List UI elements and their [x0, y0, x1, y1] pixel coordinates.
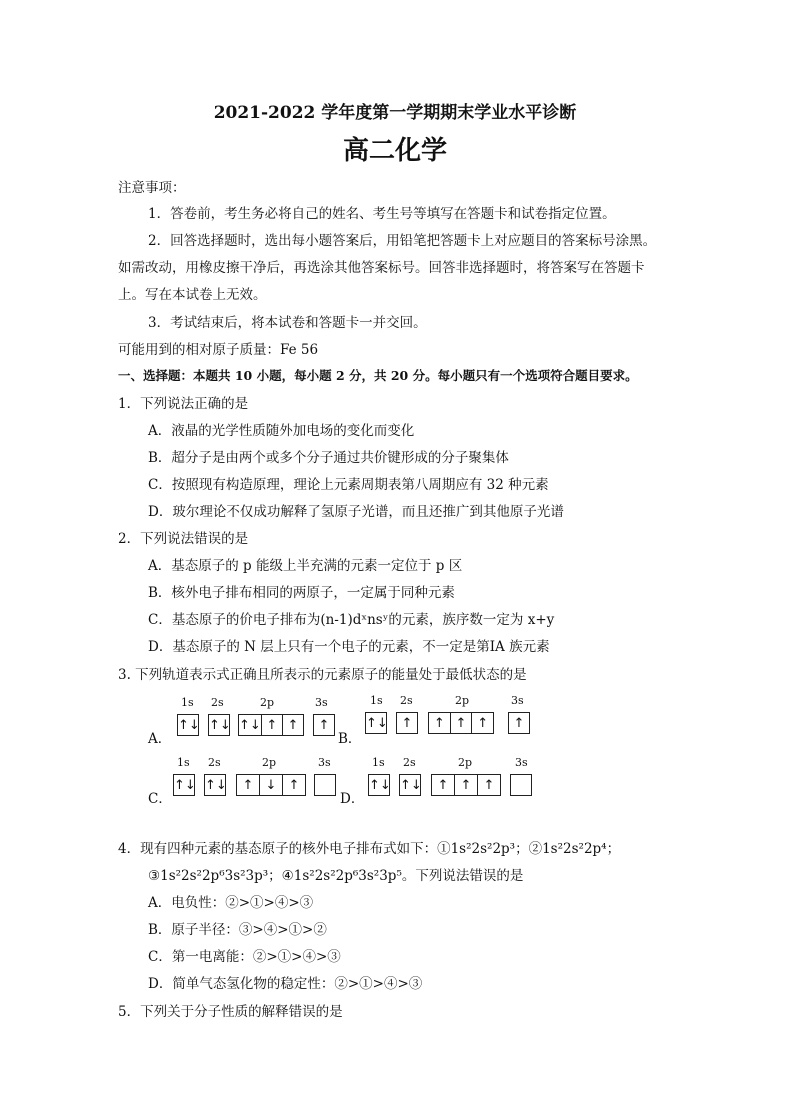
orbital-label-2s: 2s [208, 756, 221, 769]
orbital-label-2s: 2s [400, 694, 413, 707]
atomic-mass: 可能用到的相对原子质量：Fe 56 [118, 342, 319, 358]
q1-stem: 1．下列说法正确的是 [118, 396, 249, 412]
notes-heading: 注意事项： [118, 180, 186, 196]
orbital-d-1s [368, 774, 390, 796]
orbital-label-1s: 1s [177, 756, 190, 769]
note-item-2-line3: 上。写在本试卷上无效。 [118, 287, 267, 303]
q4-option-c: C．第一电离能：②>①>④>③ [148, 949, 341, 965]
q2-stem: 2．下列说法错误的是 [118, 531, 249, 547]
arrow-up-down: ↑↓ [400, 777, 422, 793]
orbital-label-1s: 1s [181, 696, 194, 709]
orbital-a-1s [177, 714, 199, 736]
q3-option-b-label: B． [338, 731, 362, 747]
q4-stem-line2: ③1s²2s²2p⁶3s²3p³；④1s²2s²2p⁶3s²3p⁵。下列说法错误的是 [148, 868, 524, 884]
orbital-label-2p: 2p [262, 756, 277, 769]
arrow-up: ↑ [483, 777, 495, 793]
q4-option-a: A．电负性：②>①>④>③ [148, 895, 314, 911]
q2-option-c: C．基态原子的价电子排布为(n-1)dˣnsʸ的元素，族序数一定为 x+y [148, 612, 555, 628]
orbital-a-2p [238, 714, 304, 736]
orbital-a-3s [313, 714, 335, 736]
arrow-down: ↓ [265, 777, 277, 793]
orbital-label-2p: 2p [260, 696, 275, 709]
arrow-up-down: ↑↓ [174, 777, 196, 793]
arrow-up: ↑ [266, 717, 278, 733]
subject-title: 高二化学 [342, 136, 447, 166]
arrow-up: ↑ [460, 777, 472, 793]
orbital-b-3s [508, 712, 530, 734]
arrow-up-down: ↑↓ [178, 717, 200, 733]
q4-option-b: B．原子半径：③>④>①>② [148, 922, 327, 938]
arrow-up: ↑ [437, 777, 449, 793]
note-item-3: 3．考试结束后，将本试卷和答题卡一并交回。 [148, 315, 427, 331]
q1-option-a: A．液晶的光学性质随外加电场的变化而变化 [148, 423, 415, 439]
orbital-c-1s [173, 774, 195, 796]
arrow-up: ↑ [318, 717, 330, 733]
q4-option-d: D．简单气态氢化物的稳定性：②>①>④>③ [148, 976, 423, 992]
q1-option-d: D．玻尔理论不仅成功解释了氢原子光谱，而且还推广到其他原子光谱 [148, 504, 564, 520]
orbital-label-2p: 2p [455, 694, 470, 707]
arrow-up-down: ↑↓ [366, 715, 388, 731]
arrow-up: ↑ [401, 715, 413, 731]
note-item-1: 1．答卷前，考生务必将自己的姓名、考生号等填写在答题卡和试卷指定位置。 [148, 206, 616, 222]
orbital-b-2p [428, 712, 494, 734]
q5-stem: 5．下列关于分子性质的解释错误的是 [118, 1004, 343, 1020]
orbital-c-3s [314, 774, 336, 796]
arrow-up: ↑ [288, 777, 300, 793]
orbital-label-1s: 1s [372, 756, 385, 769]
section-heading: 一、选择题：本题共 10 小题，每小题 2 分，共 20 分。每小题只有一个选项符合题目要求。 [118, 368, 638, 383]
q1-option-b: B．超分子是由两个或多个分子通过共价键形成的分子聚集体 [148, 450, 509, 466]
orbital-c-2s [204, 774, 226, 796]
orbital-label-3s: 3s [318, 756, 331, 769]
arrow-up: ↑ [287, 717, 299, 733]
arrow-up-down: ↑↓ [205, 777, 227, 793]
orbital-label-3s: 3s [515, 756, 528, 769]
q1-option-c: C．按照现有构造原理，理论上元素周期表第八周期应有 32 种元素 [148, 477, 549, 493]
arrow-up: ↑ [433, 715, 445, 731]
arrow-up: ↑ [513, 715, 525, 731]
q2-option-a: A．基态原子的 p 能级上半充满的元素一定位于 p 区 [148, 558, 463, 574]
orbital-d-2p [431, 774, 501, 796]
orbital-label-3s: 3s [511, 694, 524, 707]
arrow-up: ↑ [477, 715, 489, 731]
arrow-up-down: ↑↓ [239, 717, 261, 733]
arrow-up-down: ↑↓ [369, 777, 391, 793]
orbital-label-2p: 2p [458, 756, 473, 769]
exam-title: 2021-2022 学年度第一学期期末学业水平诊断 [213, 103, 577, 123]
arrow-up-down: ↑↓ [209, 717, 231, 733]
orbital-d-3s [510, 774, 532, 796]
q4-stem-line1: 4．现有四种元素的基态原子的核外电子排布式如下：①1s²2s²2p³；②1s²2s²2p⁴； [118, 841, 621, 857]
q3-option-c-label: C． [148, 791, 172, 807]
q3-option-a-label: A． [148, 731, 172, 747]
arrow-up: ↑ [242, 777, 254, 793]
note-item-2-line1: 2．回答选择题时，选出每小题答案后，用铅笔把答题卡上对应题目的答案标号涂黑。 [148, 233, 657, 249]
q2-option-b: B．核外电子排布相同的两原子，一定属于同种元素 [148, 585, 455, 601]
q2-option-d: D．基态原子的 N 层上只有一个电子的元素，不一定是第ⅠA 族元素 [148, 639, 550, 655]
orbital-label-1s: 1s [370, 694, 383, 707]
note-item-2-line2: 如需改动，用橡皮擦干净后，再选涂其他答案标号。回答非选择题时，将答案写在答题卡 [118, 260, 645, 276]
orbital-label-2s: 2s [403, 756, 416, 769]
orbital-d-2s [399, 774, 421, 796]
orbital-b-1s [365, 712, 387, 734]
orbital-a-2s [208, 714, 230, 736]
orbital-label-3s: 3s [315, 696, 328, 709]
arrow-up: ↑ [455, 715, 467, 731]
orbital-label-2s: 2s [211, 696, 224, 709]
orbital-b-2s [396, 712, 418, 734]
q3-option-d-label: D． [340, 791, 365, 807]
orbital-c-2p [236, 774, 306, 796]
q3-stem: 3. 下列轨道表示式正确且所表示的元素原子的能量处于最低状态的是 [118, 667, 527, 683]
